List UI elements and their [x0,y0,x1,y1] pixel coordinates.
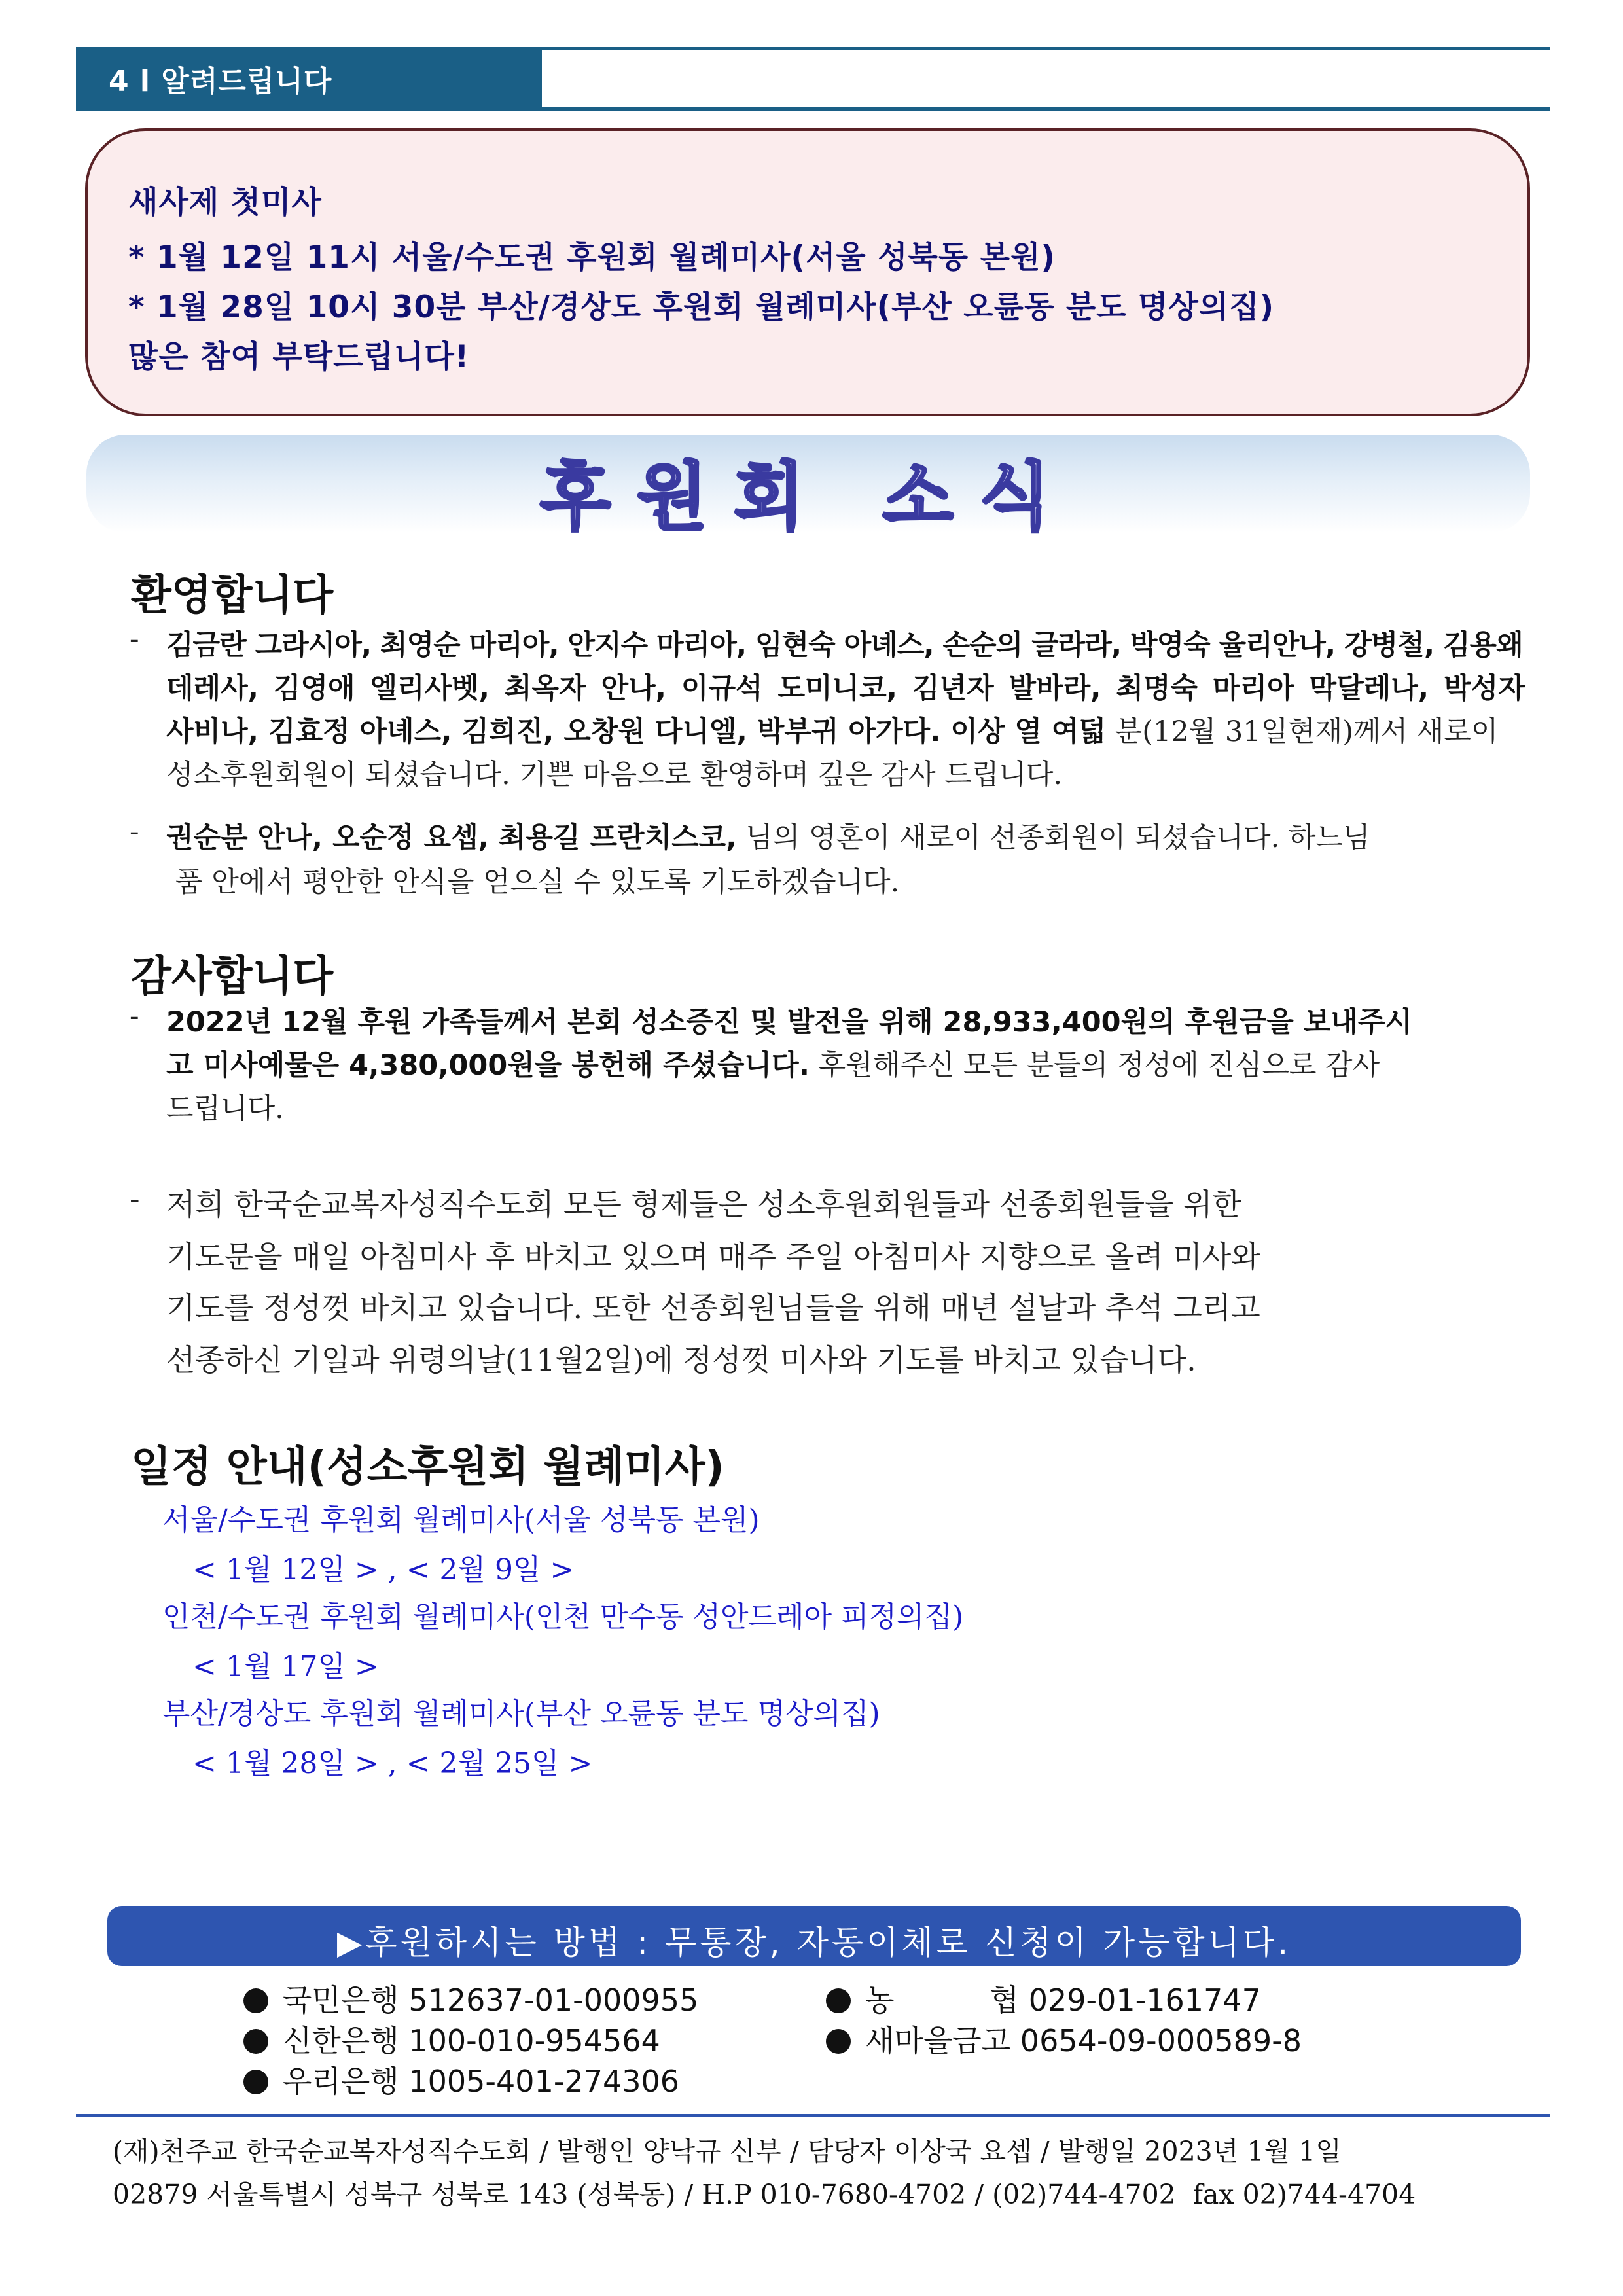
schedule-dates: < 1월 17일 > [192,1650,379,1683]
bullet-icon [243,1988,268,2013]
schedule-heading: 일정 안내(성소후원회 월례미사) [131,1443,724,1492]
schedule-place: 인천/수도권 후원회 월례미사(인천 만수동 성안드레아 피정의집) [162,1600,964,1634]
support-method-text: ▶후원하시는 방법 : 무통장, 자동이체로 신청이 가능합니다. [336,1924,1292,1962]
thanks-paragraph-line: 고 미사예물은 4,380,000원을 봉헌해 주셨습니다. 후원해주신 모든 분들의 정성에 진심으로 감사 [166,1049,1380,1082]
thanks-heading: 감사합니다 [131,952,334,1001]
thanks-paragraph-line: 기도문을 매일 아침미사 후 바치고 있으며 매주 주일 아침미사 지향으로 올려 미사와 [166,1239,1260,1274]
publisher-info: (재)천주교 한국순교복자성직수도회 / 발행인 양낙규 신부 / 담당자 이상국 요셉 / 발행일 2023년 1월 1일 [113,2136,1342,2167]
schedule-dates: < 1월 12일 > , < 2월 9일 > [192,1553,575,1587]
notice-line: * 1월 28일 10시 30분 부산/경상도 후원회 월례미사(부산 오륜동 분도 명상의집) [128,289,1275,325]
footer-rule [76,2114,1550,2117]
welcome-paragraph-line: 김금란 그라시아, 최영순 마리아, 안지수 마리아, 임현숙 아녜스, 손순의 글라라, 박영숙 율리안나, 강병철, 김용왜 [166,629,1523,662]
welcome-paragraph-line: 사비나, 김효정 아녜스, 김희진, 오창원 다니엘, 박부귀 아가다. 이상 열 여덟 분(12월 31일현재)께서 새로이 [166,715,1499,748]
thanks-paragraph-line: 저희 한국순교복자성직수도회 모든 형제들은 성소후원회원들과 선종회원들을 위한 [166,1187,1241,1222]
page-section-tab [76,47,542,110]
bank-account-item: 우리은행 1005-401-274306 [243,2058,679,2101]
page-section-label: 4 l 알려드립니다 [109,65,332,98]
bank-account-item: 신한은행 100-010-954564 [243,2017,660,2060]
support-method-banner [107,1906,1521,1966]
bullet-icon [243,2070,268,2094]
schedule-dates: < 1월 28일 > , < 2월 25일 > [192,1747,593,1780]
bullet-icon [243,2029,268,2054]
bullet-icon [826,1988,851,2013]
bank-account-item: 국민은행 512637-01-000955 [243,1977,698,2020]
list-dash: - [130,816,139,848]
header-rule-bottom [76,107,1550,111]
thanks-paragraph-line: 기도를 정성껏 바치고 있습니다. 또한 선종회원님들을 위해 매년 설날과 추석 그리고 [166,1290,1260,1325]
notice-line: * 1월 12일 11시 서울/수도권 후원회 월례미사(서울 성북동 본원) [128,240,1056,276]
list-dash: - [130,1000,139,1033]
section-banner [86,435,1530,540]
list-dash: - [130,623,139,656]
welcome-heading: 환영합니다 [131,571,334,620]
notice-line: 많은 참여 부탁드립니다! [128,339,470,375]
welcome-paragraph-line: 성소후원회원이 되셨습니다. 기쁜 마음으로 환영하며 깊은 감사 드립니다. [166,759,1063,791]
welcome-paragraph-line: 데레사, 김영애 엘리사벳, 최옥자 안나, 이규석 도미니코, 김년자 발바라, 최명숙 마리아 막달레나, 박성자 [166,672,1525,705]
header-rule-top [542,47,1550,50]
banner-title: 후원회 소식 [540,455,1077,540]
schedule-place: 서울/수도권 후원회 월례미사(서울 성북동 본원) [162,1503,760,1537]
thanks-paragraph-line: 2022년 12월 후원 가족들께서 본회 성소증진 및 발전을 위해 28,933,400원의 후원금을 보내주시 [166,1006,1412,1039]
list-dash: - [130,1181,140,1216]
welcome-paragraph-line: 권순분 안나, 오순정 요셉, 최용길 프란치스코, 님의 영혼이 새로이 선종회원이 되셨습니다. 하느님 [166,821,1370,854]
schedule-place: 부산/경상도 후원회 월례미사(부산 오륜동 분도 명상의집) [162,1697,880,1731]
bullet-icon [826,2029,851,2054]
welcome-paragraph-line: 품 안에서 평안한 안식을 얻으실 수 있도록 기도하겠습니다. [175,866,900,899]
notice-box [85,128,1530,416]
address-info: 02879 서울특별시 성북구 성북로 143 (성북동) / H.P 010-7680-4702 / (02)744-4702 fax 02)744-4704 [113,2179,1416,2210]
thanks-paragraph-line: 드립니다. [166,1092,284,1125]
notice-title: 새사제 첫미사 [128,185,322,221]
bank-account-item: 농 협 029-01-161747 [826,1977,1261,2020]
thanks-paragraph-line: 선종하신 기일과 위령의날(11월2일)에 정성껏 미사와 기도를 바치고 있습니다. [166,1342,1196,1378]
bank-account-item: 새마을금고 0654-09-000589-8 [826,2017,1302,2060]
